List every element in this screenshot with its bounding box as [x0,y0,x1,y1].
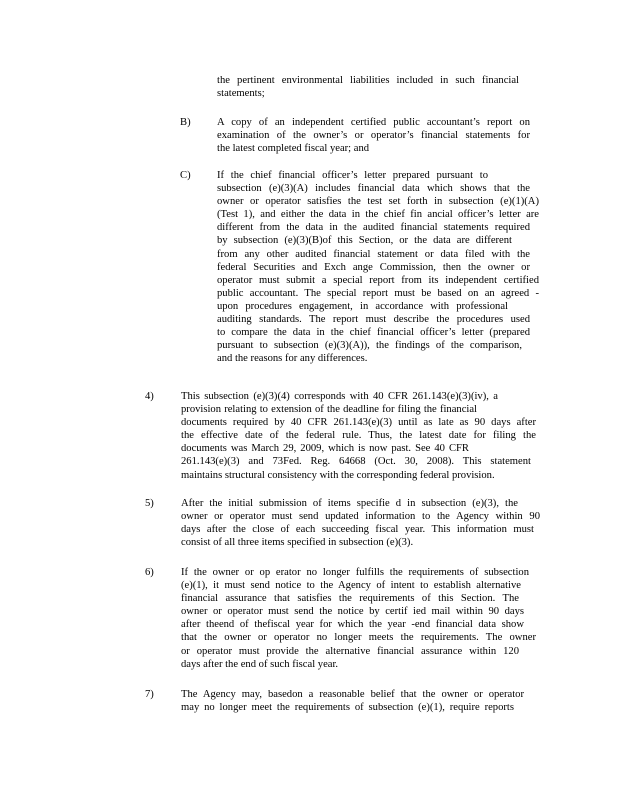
text-line: documents required by 40 CFR 261.143(e)(3) until as late as 90 days after [181,417,536,429]
text-line: or operator must provide the alternative financial assurance within 120 [181,645,519,657]
text-line: provision relating to extension of the deadline for filing the financial [181,404,477,416]
text-line: different from the data in the audited financial statements required [217,222,530,234]
text-line: examination of the owner’s or operator’s financial statements for [217,130,530,142]
text-line: financial assurance that satisfies the requirements of this Section. The [181,593,519,605]
item-7-paragraph [181,688,524,714]
text-line: The Agency may, basedon a reasonable belief that the owner or operator [181,689,524,700]
text-line: owner or operator must send the notice by certif ied mail within 90 days [181,606,524,618]
item-label-6: 6) [145,567,154,578]
text-line: (e)(1), it must send notice to the Agency of intent to establish alternative [181,580,521,592]
text-line: operator must submit a special report from its independent certified [217,274,539,286]
item-label-5: 5) [145,498,154,509]
text-line: from any other audited financial statement or data filed with the [217,248,530,260]
text-line: the effective date of the federal rule. Thus, the latest date for filing the [181,430,536,442]
text-line: after theend of thefiscal year for which the year -end financial data show [181,619,524,631]
text-line: A copy of an independent certified public accountant’s report on [217,117,530,128]
text-line: (Test 1), and either the data in the chief fin ancial officer’s letter are [217,209,539,221]
item-label-c: C) [180,170,191,181]
text-line: to compare the data in the chief financial officer’s letter (prepared [217,327,530,339]
item-label-b: B) [180,117,191,128]
item-6-paragraph [181,566,536,671]
text-line: statements; [217,88,265,100]
item-c-paragraph [217,169,539,365]
text-line: documents was March 29, 2009, which is now past. See 40 CFR [181,443,469,455]
text-line: that the owner or operator no longer meets the requirements. The owner [181,632,536,644]
text-line: federal Securities and Exch ange Commission, then the owner or [217,261,530,273]
item-b-paragraph [217,116,530,155]
text-line: If the owner or op erator no longer fulfills the requirements of subsection [181,567,529,578]
text-line: by subsection (e)(3)(B)of this Section, or the data are different [217,235,512,247]
continuation-paragraph [217,74,519,100]
text-line: pursuant to subsection (e)(3)(A)), the findings of the comparison, [217,340,522,352]
text-line: may no longer meet the requirements of subsection (e)(1), require reports [181,702,514,714]
text-line: upon procedures engagement, in accordance with professional [217,300,508,312]
text-line: subsection (e)(3)(A) includes financial data which shows that the [217,183,530,195]
item-label-7: 7) [145,689,154,700]
text-line: days after the end of such fiscal year. [181,658,339,670]
text-line: days after the close of each succeeding fiscal year. This information must [181,524,534,536]
text-line: consist of all three items specified in subsection (e)(3). [181,537,414,549]
text-line: If the chief financial officer’s letter prepared pursuant to [217,170,488,181]
text-line: public accountant. The special report must be based on an agreed - [217,287,539,299]
text-line: After the initial submission of items specifie d in subsection (e)(3), the [181,498,518,509]
text-line: the latest completed fiscal year; and [217,143,370,155]
text-line: owner or operator satisfies the test set forth in subsection (e)(1)(A) [217,196,539,208]
item-5-paragraph [181,497,540,549]
text-line: the pertinent environmental liabilities included in such financial [217,75,519,86]
text-line: auditing standards. The report must describe the procedures used [217,314,530,326]
text-line: and the reasons for any differences. [217,353,368,365]
item-label-4: 4) [145,391,154,402]
item-4-paragraph [181,390,536,482]
text-line: owner or operator must send updated information to the Agency within 90 [181,511,540,523]
text-line: maintains structural consistency with the corresponding federal provision. [181,469,495,481]
text-line: 261.143(e)(3) and 73Fed. Reg. 64668 (Oct. 30, 2008). This statement [181,456,531,468]
text-line: This subsection (e)(3)(4) corresponds with 40 CFR 261.143(e)(3)(iv), a [181,391,498,402]
